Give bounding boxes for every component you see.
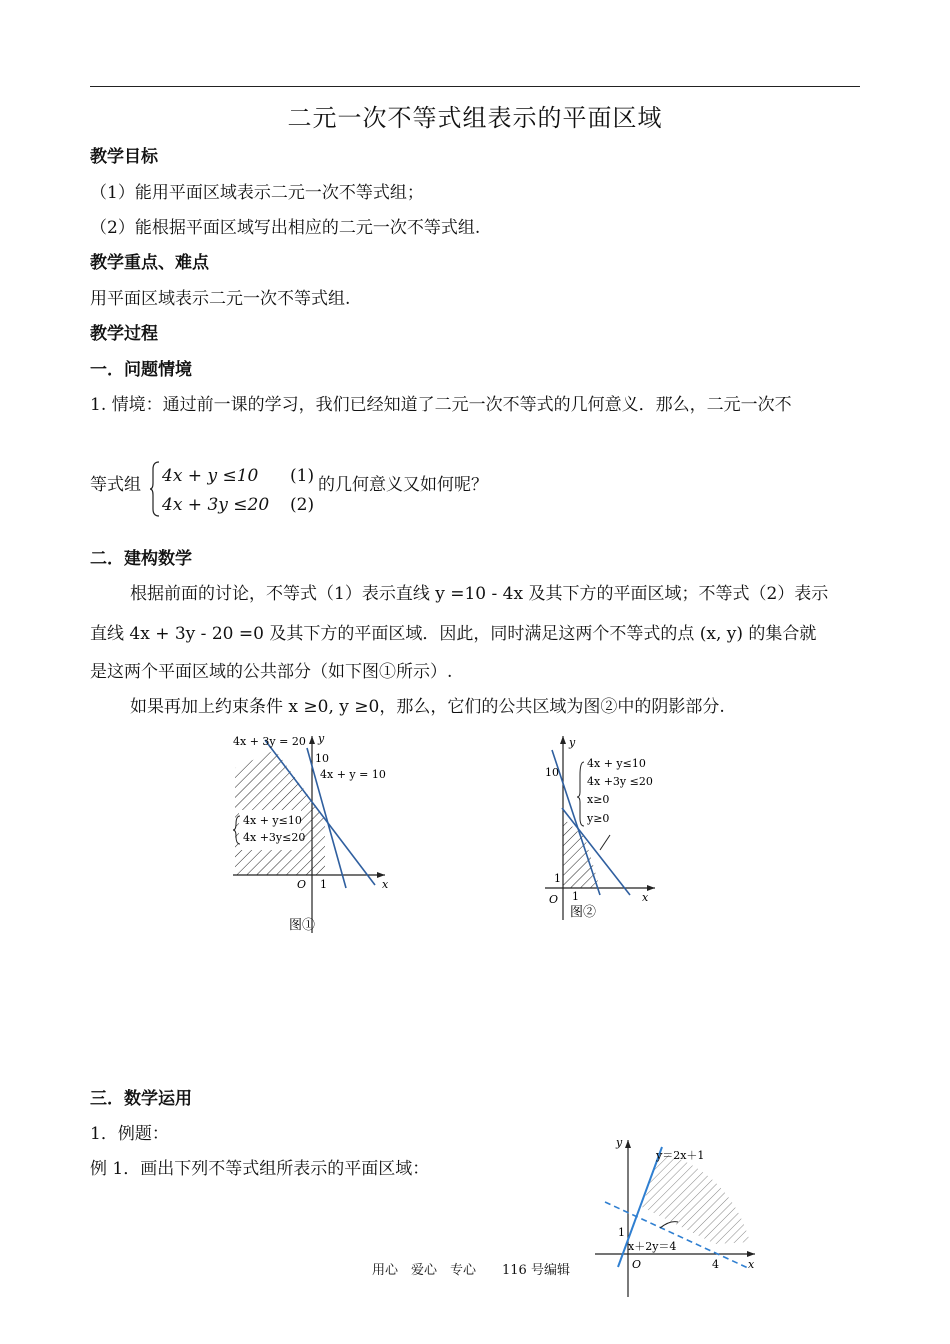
section2-text: 根据前面的讨论，不等式（1）表示直线 y =10 - 4x 及其下方的平面区域；不等式（2）表示 xyxy=(130,584,829,604)
top-rule xyxy=(90,86,860,87)
tick-x-label: 1 xyxy=(320,878,327,891)
section1-text: 1. 情境：通过前一课的学习，我们已经知道了二元一次不等式的几何意义．那么，二元一次不 xyxy=(90,395,792,415)
section3-text: 1．例题： xyxy=(90,1124,169,1144)
ineq-label: 4x +3y ≤20 xyxy=(587,775,653,788)
inequality-2: 4x + 3y ≤20 xyxy=(162,495,270,515)
system-suffix: 的几何意义又如何呢？ xyxy=(318,475,488,495)
system-prefix: 等式组 xyxy=(90,475,141,495)
line-b-label: x＋2y＝4 xyxy=(628,1240,677,1253)
example-1: 例 1．画出下列不等式组所表示的平面区域： xyxy=(90,1159,430,1179)
section1-heading: 一．问题情境 xyxy=(90,360,192,380)
figure-caption: 图① xyxy=(289,918,316,933)
tick-y1-label: 1 xyxy=(554,872,561,885)
figure-2 xyxy=(540,730,670,925)
ineq-label: y≥0 xyxy=(587,812,610,825)
ineq-b-label: 4x +3y≤20 xyxy=(243,831,306,844)
key-points-heading: 教学重点、难点 xyxy=(90,253,209,273)
section2-text: 如果再加上约束条件 x ≥0, y ≥0，那么，它们的公共区域为图②中的阴影部分. xyxy=(130,697,725,717)
axis-y-label: y xyxy=(616,1136,623,1149)
inequality-1: 4x + y ≤10 xyxy=(162,466,259,486)
system-brace xyxy=(150,461,158,515)
axis-y-label: y xyxy=(569,736,576,749)
ineq-label: x≥0 xyxy=(587,793,610,806)
axis-x-label: x xyxy=(382,878,389,891)
inequality-1-tag: (1) xyxy=(290,466,315,486)
axis-y-label: y xyxy=(318,732,325,745)
page-footer: 用心 爱心 专心 116 号编辑 xyxy=(372,1263,570,1278)
feasible-region xyxy=(642,1152,750,1244)
section2-heading: 二．建构数学 xyxy=(90,549,192,569)
tick-y-label: 1 xyxy=(618,1226,625,1239)
key-points-text: 用平面区域表示二元一次不等式组. xyxy=(90,289,351,309)
tick-x-label: 4 xyxy=(712,1258,719,1271)
axis-x-label: x xyxy=(642,891,649,904)
tick-y10-label: 10 xyxy=(545,766,559,779)
line-b-label: 4x + y = 10 xyxy=(320,768,386,781)
goal-item: （1）能用平面区域表示二元一次不等式组； xyxy=(90,183,424,203)
line-a-label: 4x + 3y = 20 xyxy=(233,735,306,748)
tick-x1-label: 1 xyxy=(572,890,579,903)
ineq-a-label: 4x + y≤10 xyxy=(243,814,302,827)
line-a-label: y＝2x＋1 xyxy=(656,1149,705,1162)
inequality-2-tag: (2) xyxy=(290,495,315,515)
origin-label: O xyxy=(632,1258,642,1271)
figure-caption: 图② xyxy=(570,905,597,920)
section2-text: 是这两个平面区域的公共部分（如下图①所示）. xyxy=(90,662,453,682)
figure-3 xyxy=(590,1132,770,1302)
ineq-label: 4x + y≤10 xyxy=(587,757,646,770)
origin-label: O xyxy=(297,878,307,891)
figure-1 xyxy=(225,728,405,938)
origin-label: O xyxy=(549,893,559,906)
goals-heading: 教学目标 xyxy=(90,147,158,167)
page-title: 二元一次不等式组表示的平面区域 xyxy=(287,104,663,132)
tick-y-label: 10 xyxy=(315,752,329,765)
axis-x-label: x xyxy=(748,1258,755,1271)
process-heading: 教学过程 xyxy=(90,324,158,344)
goal-item: （2）能根据平面区域写出相应的二元一次不等式组. xyxy=(90,218,481,238)
section3-heading: 三．数学运用 xyxy=(90,1089,192,1109)
section2-text: 直线 4x + 3y - 20 =0 及其下方的平面区域．因此，同时满足这两个不等式的点 (x, y) 的集合就 xyxy=(90,624,817,644)
